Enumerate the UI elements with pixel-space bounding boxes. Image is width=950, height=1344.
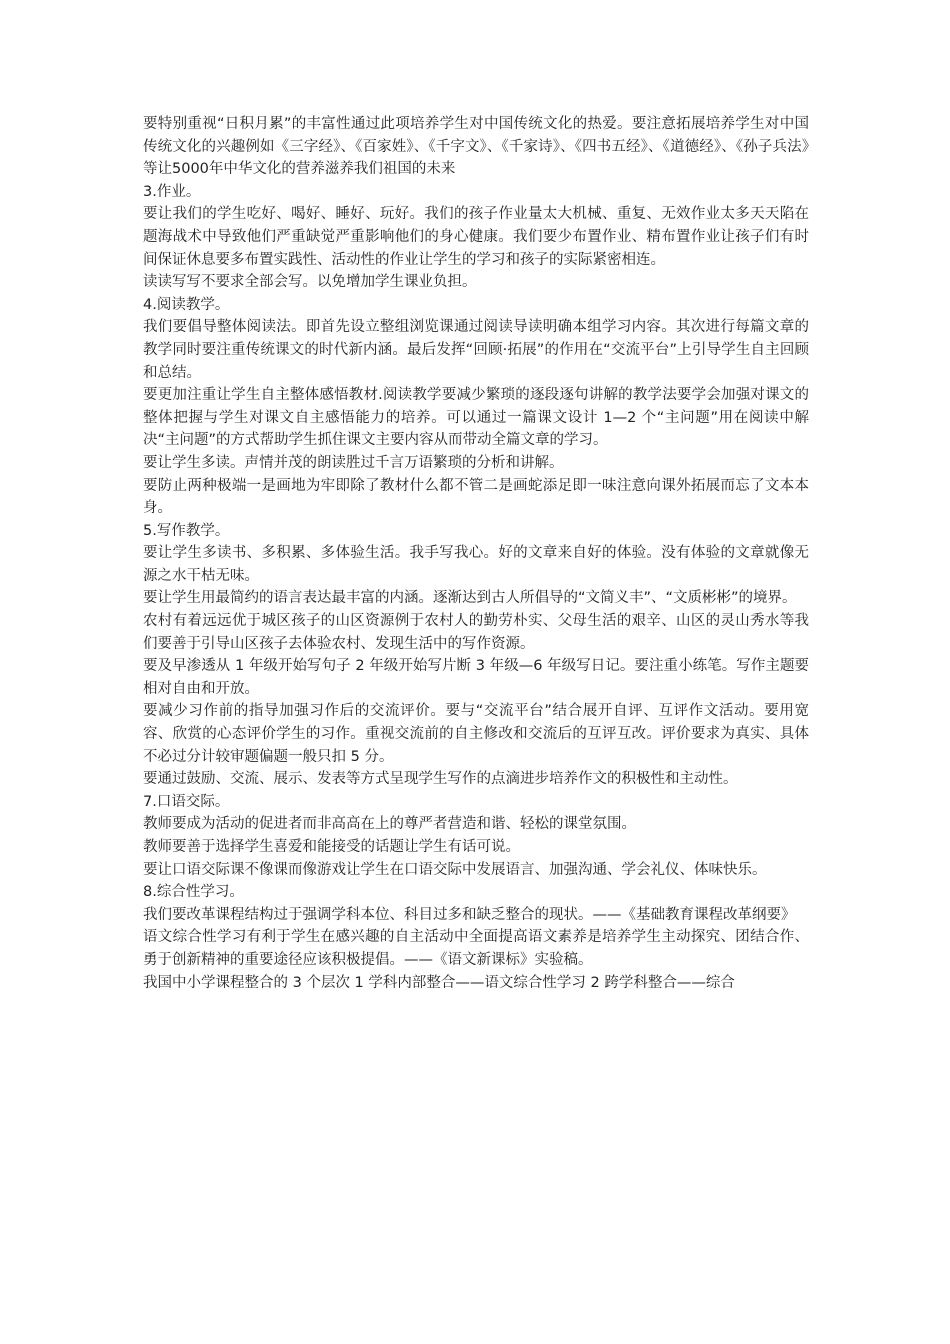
document-body [143,113,809,994]
paragraph-topic-choice: 教师要善于选择学生喜爱和能接受的话题让学生有话可说。 [143,839,520,855]
section-heading-oral: 7.口语交际。 [143,793,230,810]
section-heading-writing: 5.写作教学。 [143,522,230,539]
paragraph-curriculum-reform: 我们要改革课程结构过于强调学科本位、科目过多和缺乏整合的现状。——《基础教育课程改革纲要》 [143,906,796,923]
paragraph-rural-resources: 农村有着远远优于城区孩子的山区资源例于农村人的勤劳朴实、父母生活的艰辛、山区的灵山秀水等我们要善于引导山区孩子去体验农村、发现生活中的写作资源。 [143,613,809,652]
paragraph-reading-writing: 读读写写不要求全部会写。以免增加学生课业负担。 [143,274,477,291]
paragraph-integration-levels: 我国中小学课程整合的 3 个层次 1 学科内部整合——语文综合性学习 2 跨学科整合——综合 [143,974,735,991]
section-heading-reading: 4.阅读教学。 [143,296,230,313]
paragraph-early-writing: 要及早渗透从 1 年级开始写句子 2 年级开始写片断 3 年级—6 年级写日记。要注重小练笔。写作主题要相对自由和开放。 [143,658,809,697]
paragraph-read-accumulate: 要让学生多读书、多积累、多体验生活。我手写我心。好的文章来自好的体验。没有体验的文章就像无源之水干枯无味。 [143,545,809,584]
paragraph-concise-language: 要让学生用最简约的语言表达最丰富的内涵。逐渐达到古人所倡导的“文简义丰”、“文质彬彬”的境界。 [143,590,797,607]
paragraph-oral-game: 要让口语交际课不像课而像游戏让学生在口语交际中发展语言、加强沟通、学会礼仪、体味快乐。 [143,861,767,878]
paragraph-encouragement: 要通过鼓励、交流、展示、发表等方式呈现学生写作的点滴进步培养作文的积极性和主动性。 [143,771,738,788]
paragraph-integrated-learning: 语文综合性学习有利于学生在感兴趣的自主活动中全面提高语文素养是培养学生主动探究、团结合作、勇于创新精神的重要途径应该积极提倡。——《语文新课标》实验稿。 [143,929,809,968]
paragraph-read-more: 要让学生多读。声情并茂的朗读胜过千言万语繁琐的分析和讲解。 [143,454,564,471]
paragraph-homework-load: 要让我们的学生吃好、喝好、睡好、玩好。我们的孩子作业量太大机械、重复、无效作业太多天天陷在题海战术中导致他们严重缺觉严重影响他们的身心健康。我们要少布置作业、精布置作业让孩子们有时间保证休息要多布置实践性、活动性的作业让学生的学习和孩子的实际紧密相连。 [143,206,809,268]
paragraph-whole-reading: 我们要倡导整体阅读法。即首先设立整组浏览课通过阅读导读明确本组学习内容。其次进行每篇文章的教学同时要注重传统课文的时代新内涵。最后发挥“回顾·拓展”的作用在“交流平台”上引导学生自主回顾和总结。 [143,319,809,381]
section-heading-homework: 3.作业。 [143,183,201,200]
paragraph-evaluation: 要减少习作前的指导加强习作后的交流评价。要与“交流平台”结合展开自评、互评作文活动。要用宽容、欣赏的心态评价学生的习作。重视交流前的自主修改和交流后的互评互改。评价要求为真实、具体不必过分计较审题偏题一般只扣 5 分。 [143,703,809,765]
section-heading-integrated: 8.综合性学习。 [143,884,244,901]
paragraph-two-extremes: 要防止两种极端一是画地为牢即除了教材什么都不管二是画蛇添足即一味注意向课外拓展而忘了文本本身。 [143,477,809,517]
paragraph-teacher-promoter: 教师要成为活动的促进者而非高高在上的尊严者营造和谐、轻松的课堂氛围。 [143,816,636,833]
paragraph-self-perception: 要更加注重让学生自主整体感悟教材.阅读教学要减少繁琐的逐段逐句讲解的教学法要学会加强对课文的整体把握与学生对课文自主感悟能力的培养。可以通过一篇课文设计 1—2 个“主问题”用在阅读中解决“主问题”的方式帮助学生抓住课文主要内容从而带动全篇文章的学习。 [143,387,809,449]
paragraph-cultural-reading: 要特别重视“日积月累”的丰富性通过此项培养学生对中国传统文化的热爱。要注意拓展培养学生对中国传统文化的兴趣例如《三字经》、《百家姓》、《千字文》、《千家诗》、《四书五经》、《道德经》、《孙子兵法》等让5000年中华文化的营养滋养我们祖国的未来 [143,116,809,178]
